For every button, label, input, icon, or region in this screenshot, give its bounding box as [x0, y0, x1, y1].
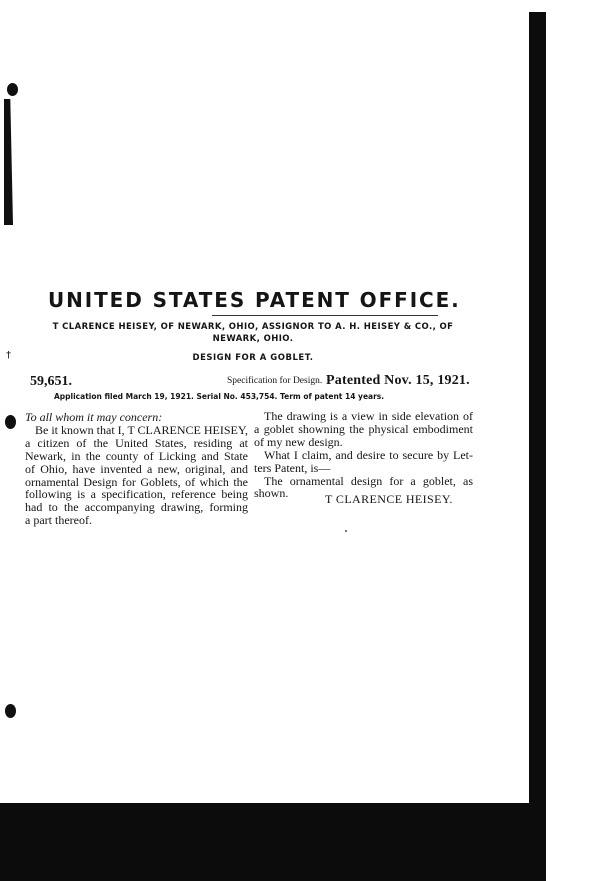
- spec-label: Specification for Design.: [227, 376, 323, 386]
- application-line: Application filed March 19, 1921. Serial No. 453,754. Term of patent 14 years.: [54, 392, 385, 401]
- body-line: The drawing is a view in side elevation of: [264, 409, 473, 423]
- scan-edge-right: [529, 12, 546, 881]
- body-line: ornamental Design for Goblets, of which the: [25, 474, 248, 489]
- claim-line: shown.: [254, 486, 289, 501]
- patented-date: Patented Nov. 15, 1921.: [326, 373, 470, 388]
- inventor-signature: T CLARENCE HEISEY.: [325, 492, 453, 506]
- body-line: following is a specification, reference being: [25, 487, 248, 502]
- punch-hole-middle: [5, 415, 16, 429]
- body-line: had to the accompanying drawing, forming: [25, 500, 248, 515]
- punch-hole-bottom: [5, 704, 16, 718]
- body-line: a goblet showning the physical embodiment: [254, 421, 473, 436]
- body-line: of Ohio, have invented a new, original, and: [25, 461, 248, 476]
- punch-hole-top: [7, 83, 18, 96]
- body-line: Newark, in the county of Licking and State: [25, 448, 248, 463]
- body-line: Be it known that I, T CLARENCE HEISEY,: [35, 422, 248, 437]
- margin-mark: †: [6, 350, 11, 361]
- scan-binding-mark: [4, 99, 13, 225]
- assignment-line-2: NEWARK, OHIO.: [212, 334, 294, 344]
- left-column: [25, 411, 248, 527]
- claim-line: The ornamental design for a goblet, as: [264, 473, 473, 488]
- title-rule: [212, 315, 438, 316]
- scan-speck: [345, 530, 347, 532]
- assignment-line-1: T CLARENCE HEISEY, OF NEWARK, OHIO, ASSIGNOR TO A. H. HEISEY & CO., OF: [52, 322, 454, 332]
- scan-edge-bottom: [0, 803, 546, 881]
- design-title: DESIGN FOR A GOBLET.: [192, 353, 314, 363]
- body-line: of my new design.: [254, 434, 343, 449]
- body-line: a part thereof.: [25, 513, 92, 528]
- design-number: 59,651.: [30, 374, 72, 389]
- claim-line: ters Patent, is—: [254, 460, 331, 475]
- claim-line: What I claim, and desire to secure by Let-: [264, 447, 473, 462]
- body-line: a citizen of the United States, residing at: [25, 435, 248, 450]
- right-column: [254, 410, 473, 500]
- salutation: To all whom it may concern:: [25, 410, 163, 424]
- office-title: UNITED STATES PATENT OFFICE.: [48, 288, 461, 312]
